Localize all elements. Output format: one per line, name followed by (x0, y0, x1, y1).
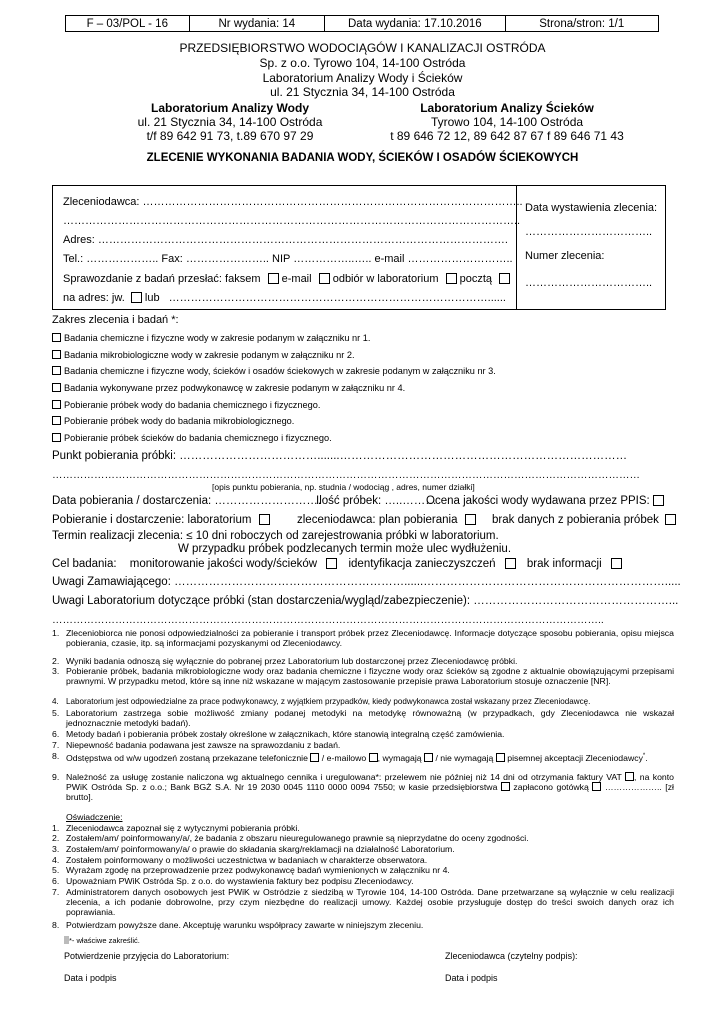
declaration-item (52, 876, 674, 886)
note-item (52, 729, 674, 739)
scope-checkbox[interactable] (52, 400, 61, 409)
scope-checkbox[interactable] (52, 366, 61, 375)
no-data-label: brak danych z pobierania próbek (492, 514, 659, 526)
declaration-title-row (52, 812, 674, 822)
declaration-item (52, 823, 674, 833)
note-number: 6. (52, 729, 60, 739)
note-number: 8. (52, 751, 60, 761)
scope-item (52, 366, 496, 376)
report-send-label: Sprawozdanie z badań przesłać: faksem (63, 273, 261, 285)
lab-remarks-field[interactable]: Uwagi Laboratorium dotyczące próbki (stan dostarczenia/wygląd/zabezpieczenie): ……………………………………………... (52, 595, 679, 607)
issue-date-field[interactable]: …………………………….. (525, 226, 653, 238)
no-info-label: brak informacji (526, 558, 602, 570)
requires-checkbox[interactable] (424, 753, 433, 762)
scope-item (52, 400, 320, 410)
pollution-label: identyfikacja zanieczyszczeń (348, 558, 496, 570)
client-remarks-field[interactable]: Uwagi Zamawiającego: ……………………………………………………......………………………………………………………..... (52, 576, 681, 588)
declaration-item (52, 844, 674, 854)
order-number-field[interactable]: …………………………….. (525, 277, 653, 289)
declaration-item (52, 865, 674, 875)
declaration-number: 5. (52, 865, 60, 875)
scope-item-label: Badania chemiczne i fizyczne wody w zakresie podanym w załączniku nr 1. (64, 333, 371, 343)
scope-item (52, 433, 332, 443)
order-number-label: Numer zlecenia: (525, 250, 605, 262)
scope-item (52, 333, 370, 343)
note8-part: pisemnej akceptacji Zleceniodawcy (507, 752, 643, 763)
note-item (52, 666, 674, 686)
purpose-row (52, 558, 622, 570)
note-text: Laboratorium jest odpowiedzialne za prace podwykonawcy, z wyjątkiem przypadków, kiedy podwykonawca został wskazany przez Zleceniodawcę. (66, 697, 591, 706)
note-item (52, 708, 674, 728)
term-line-2: W przypadku próbek podzlecanych termin może ulec wydłużeniu. (178, 543, 512, 555)
same-address-checkbox[interactable] (131, 292, 142, 303)
sampling-lab-row (52, 514, 270, 526)
scope-item (52, 416, 294, 426)
no-data-row (492, 514, 676, 526)
note9-part: Należność za usługę zostanie naliczona wg aktualnego cennika i uregulowana*: przelewem nie później niż 14 dni od otrzymania faktury VAT (66, 772, 622, 782)
note9-part: zapłacono gotówką (513, 782, 589, 793)
declaration-number: 8. (52, 920, 60, 930)
client-field-2[interactable]: …………………………………………………………………………………………………………….. (63, 215, 521, 227)
page-count: Strona/stron: 1/1 (539, 17, 625, 30)
declaration-text: Administratorem danych osobowych jest PWiK w Ostródzie z siedzibą w Tyrowie 104, 14-100 Ostróda. Dane przetwarzane są wyłącznie w celu realizacji zlecenia, a ich podanie dobrowolne, przy czym niezbędne do realizacji umowy. Każdej osobie przysługuje dostęp do treści swoich danych oraz ich poprawiania. (66, 887, 674, 918)
sampling-date-field[interactable]: Data pobierania / dostarczenia: ………………………. (52, 495, 322, 507)
edition-date: Data wydania: 17.10.2016 (325, 16, 505, 31)
cashier-checkbox[interactable] (501, 782, 510, 791)
lab-confirm-label: Potwierdzenie przyjęcia do Laboratorium: (64, 951, 230, 961)
ppis-label: Ocena jakości wody wydawana przez PPIS: (426, 495, 650, 507)
lab-water-phone: t/f 89 642 91 73, t.89 670 97 29 (146, 129, 314, 143)
email-label: e-mail (281, 273, 312, 285)
deviation-email-checkbox[interactable] (369, 753, 378, 762)
note-text: Pobieranie próbek, badania mikrobiologiczne wody oraz badania chemiczne i fizyczne wody oraz ścieków są zgodne z aktualnie obowiązującymi przepisami prawnymi. W przypadku metod, które są inne niż wskazane w mającym zastosowanie przepisie prawa Laboratorium stosuje oznaczenie [NR]. (66, 666, 674, 687)
note8-part: Odstępstwa od w/w ugodzeń zostaną przekazane telefonicznie (66, 752, 308, 763)
asterisk-note (64, 936, 140, 945)
declaration-number: 4. (52, 855, 60, 865)
declaration-item (52, 855, 674, 865)
cash-checkbox[interactable] (592, 782, 601, 791)
lab-water-title: Laboratorium Analizy Wody (150, 101, 309, 115)
note8-part: / e-mailowo (321, 752, 367, 763)
note-item (52, 697, 674, 707)
transfer-checkbox[interactable] (625, 772, 634, 781)
declaration-text: Zostałem/am/ poinformowany/a/ o prawie do składania skarg/reklamacji na działalność Laboratorium. (66, 844, 455, 854)
deviation-phone-checkbox[interactable] (310, 753, 319, 762)
address-field[interactable]: Adres: …………………………………………………………………………………………………. (63, 234, 508, 246)
note-text: Odstępstwa od w/w ugodzeń zostaną przekazane telefonicznie / e-mailowo , wymagają / nie wymagają pisemnej akceptacji Zleceniodawcy*. (66, 752, 648, 763)
no-data-checkbox[interactable] (665, 514, 676, 525)
monitoring-checkbox[interactable] (326, 558, 337, 569)
not-requires-checkbox[interactable] (496, 753, 505, 762)
to-address-row (63, 292, 506, 304)
report-send-row (63, 273, 510, 285)
note-number: 5. (52, 708, 60, 718)
note-text: Metody badań i pobierania próbek zostały określone w załącznikach, które stanowią integralną część zamówienia. (66, 729, 505, 739)
declaration-number: 3. (52, 844, 60, 854)
note-text: Niepewność badania podawana jest zawsze na sprawozdaniu z badań. (66, 740, 341, 750)
mail-checkbox[interactable] (499, 273, 510, 284)
declaration-number: 1. (52, 823, 60, 833)
lab-sewage-phone: t 89 646 72 12, 89 642 87 67 f 89 646 71 43 (390, 129, 624, 143)
note-number: 1. (52, 628, 60, 638)
company-lab: Laboratorium Analizy Wody i Ścieków (262, 71, 463, 85)
note9-part: , na konto PWiK Ostróda Sp. z o.o.; Bank BGŻ S.A. Nr 19 2030 0045 1110 0000 0094 7550; w kasie przedsiębiorstwa (66, 772, 674, 793)
company-address: Sp. z o.o. Tyrowo 104, 14-100 Ostróda (259, 56, 466, 70)
lab-sewage-address: Tyrowo 104, 14-100 Ostróda (430, 115, 584, 129)
other-address-field[interactable]: ……………………………………………………………………………...... (168, 292, 506, 304)
sampling-point-field[interactable]: Punkt pobierania próbki: ……………………………….......………………………………………………………………… (52, 450, 628, 462)
client-plan-row (297, 514, 476, 526)
sampling-point-dots[interactable]: …………………………………………………………………………………………………………………………………………………… (52, 469, 640, 481)
ppis-row (426, 495, 664, 507)
note-text: Wyniki badania odnoszą się wyłącznie do pobranej przez Laboratorium lub dostarczonej przez Zleceniodawcę próbki. (66, 656, 518, 666)
scope-checkbox[interactable] (52, 383, 61, 392)
declaration-item (52, 887, 674, 918)
pollution-checkbox[interactable] (505, 558, 516, 569)
declaration-number: 6. (52, 876, 60, 886)
note8-part: / nie wymagają (435, 752, 494, 763)
client-plan-checkbox[interactable] (465, 514, 476, 525)
declaration-number: 7. (52, 887, 60, 897)
client-field[interactable]: Zleceniodawca: ………………………………………………………………………………………….. (63, 196, 523, 208)
sampling-lab-checkbox[interactable] (259, 514, 270, 525)
note-item (52, 628, 674, 648)
note-item (52, 772, 674, 803)
scope-checkbox[interactable] (52, 333, 61, 342)
pickup-checkbox[interactable] (446, 273, 457, 284)
pickup-label: odbiór w laboratorium (332, 273, 439, 285)
declaration-text: Zostałem/am/ poinformowany/a/, że badania z obszaru nieuregulowanego prawnie są nieprzydatne do oceny zgodności. (66, 833, 529, 843)
sample-count-field[interactable]: Ilość próbek: …..……… (316, 495, 437, 507)
scope-checkbox[interactable] (52, 433, 61, 442)
or-label: lub (144, 292, 160, 304)
client-signature-label: Zleceniodawca (czytelny podpis): (445, 951, 578, 961)
scope-item (52, 383, 405, 393)
declaration-number: 2. (52, 833, 60, 843)
declaration-title: Oświadczenie: (66, 812, 123, 822)
company-name: PRZEDSIĘBIORSTWO WODOCIĄGÓW I KANALIZACJI OSTRÓDA (179, 41, 546, 55)
form-code: F – 03/POL - 16 (66, 16, 190, 31)
page-title: ZLECENIE WYKONANIA BADANIA WODY, ŚCIEKÓW I OSADÓW ŚCIEKOWYCH (146, 152, 579, 164)
to-address-label: na adres: jw. (63, 292, 125, 304)
declaration-item (52, 833, 674, 843)
document-header (65, 15, 659, 32)
scope-checkbox[interactable] (52, 350, 61, 359)
fax-checkbox[interactable] (268, 273, 279, 284)
scope-item-label: Pobieranie próbek ścieków do badania chemicznego i fizycznego. (64, 433, 332, 443)
asterisk-note-text: *- właściwe zakreślić. (69, 936, 140, 945)
sampling-point-hint: [opis punktu pobierania, np. studnia / wodociąg , adres, numer działki] (212, 482, 475, 492)
purpose-label: Cel badania: (52, 558, 117, 570)
note-text (66, 772, 674, 803)
note-text: Laboratorium zastrzega sobie możliwość zmiany podanej metodyki na metodykę równoważną (w przypadkach, gdy Zleceniodawca nie wskazał jednoznacznie metodyki badań). (66, 708, 674, 729)
term-line-1: Termin realizacji zlecenia: ≤ 10 dni roboczych od zarejestrowania próbki w laboratorium. (52, 530, 499, 542)
note-number: 2. (52, 656, 60, 666)
note-number: 7. (52, 740, 60, 750)
note-number: 3. (52, 666, 60, 676)
declaration-text: Zleceniodawca zapoznał się z wytycznymi pobierania próbki. (66, 823, 300, 833)
email-checkbox[interactable] (319, 273, 330, 284)
issue-date-label: Data wystawienia zlecenia: (525, 202, 658, 214)
scope-item-label: Pobieranie próbek wody do badania chemicznego i fizycznego. (64, 400, 321, 410)
contact-field[interactable]: Tel.: ……………….. Fax: ………………….. NIP ……………..….. e-mail ……………………….. (63, 253, 513, 265)
lab-date-sign-field[interactable]: Data i podpis (64, 973, 117, 983)
lab-water-address: ul. 21 Stycznia 34, 14-100 Ostróda (137, 115, 323, 129)
lab-sewage-title: Laboratorium Analizy Ścieków (420, 101, 594, 115)
scope-item-label: Pobieranie próbek wody do badania mikrobiologicznego. (64, 416, 295, 426)
declaration-text: Wyrażam zgodę na przeprowadzenie przez podwykonawcę badań wymienionych w załączniku nr 4. (66, 865, 450, 875)
client-plan-label: zleceniodawca: plan pobierania (297, 514, 458, 526)
scope-item-label: Badania mikrobiologiczne wody w zakresie podanym w załączniku nr 2. (64, 350, 355, 360)
lab-remarks-dots[interactable]: ………………………………………………………………………………………………………………………………………….. (52, 614, 604, 626)
declaration-item (52, 920, 674, 930)
ppis-checkbox[interactable] (653, 495, 664, 506)
declaration-text: Upoważniam PWiK Ostróda Sp. z o.o. do wystawienia faktury bez podpisu Zleceniodawcy. (66, 876, 414, 886)
client-date-sign-field[interactable]: Data i podpis (445, 973, 498, 983)
scope-item-label: Badania wykonywane przez podwykonawcę w zakresie podanym w załączniku nr 4. (64, 383, 406, 393)
note-item (52, 740, 674, 750)
note8-part: , wymagają (377, 752, 422, 763)
note-item (52, 751, 674, 763)
mail-label: pocztą (459, 273, 493, 285)
note-number: 4. (52, 697, 59, 706)
scope-checkbox[interactable] (52, 416, 61, 425)
scope-title: Zakres zlecenia i badań *: (52, 314, 179, 326)
company-lab-address: ul. 21 Stycznia 34, 14-100 Ostróda (270, 85, 455, 99)
monitoring-label: monitorowanie jakości wody/ścieków (129, 558, 318, 570)
sampling-lab-label: Pobieranie i dostarczenie: laboratorium (52, 514, 252, 526)
edition-number: Nr wydania: 14 (190, 16, 326, 31)
scope-item-label: Badania chemiczne i fizyczne wody, ścieków i osadów ściekowych w zakresie podanym w załączniku nr 3. (64, 366, 496, 376)
note-text: Zleceniobiorca nie ponosi odpowiedzialności za pobieranie i transport próbek przez Zleceniodawcę. Informacje dotyczące sposobu pobierania, opisu miejsca pobierania, czasie, itp. są informacjami pozyskanymi od Zleceniodawcy. (66, 628, 674, 649)
declaration-text: Zostałem poinformowany o możliwości uczestnictwa w badaniach w charakterze obserwatora. (66, 855, 428, 865)
note-number: 9. (52, 772, 60, 782)
scope-item (52, 350, 355, 360)
note9-part: ……………….. [zł brutto]. (66, 782, 674, 803)
note-item (52, 656, 674, 666)
declaration-text: Potwierdzam powyższe dane. Akceptuję warunku współpracy zawarte w niniejszym zleceniu. (66, 920, 424, 930)
no-info-checkbox[interactable] (611, 558, 622, 569)
